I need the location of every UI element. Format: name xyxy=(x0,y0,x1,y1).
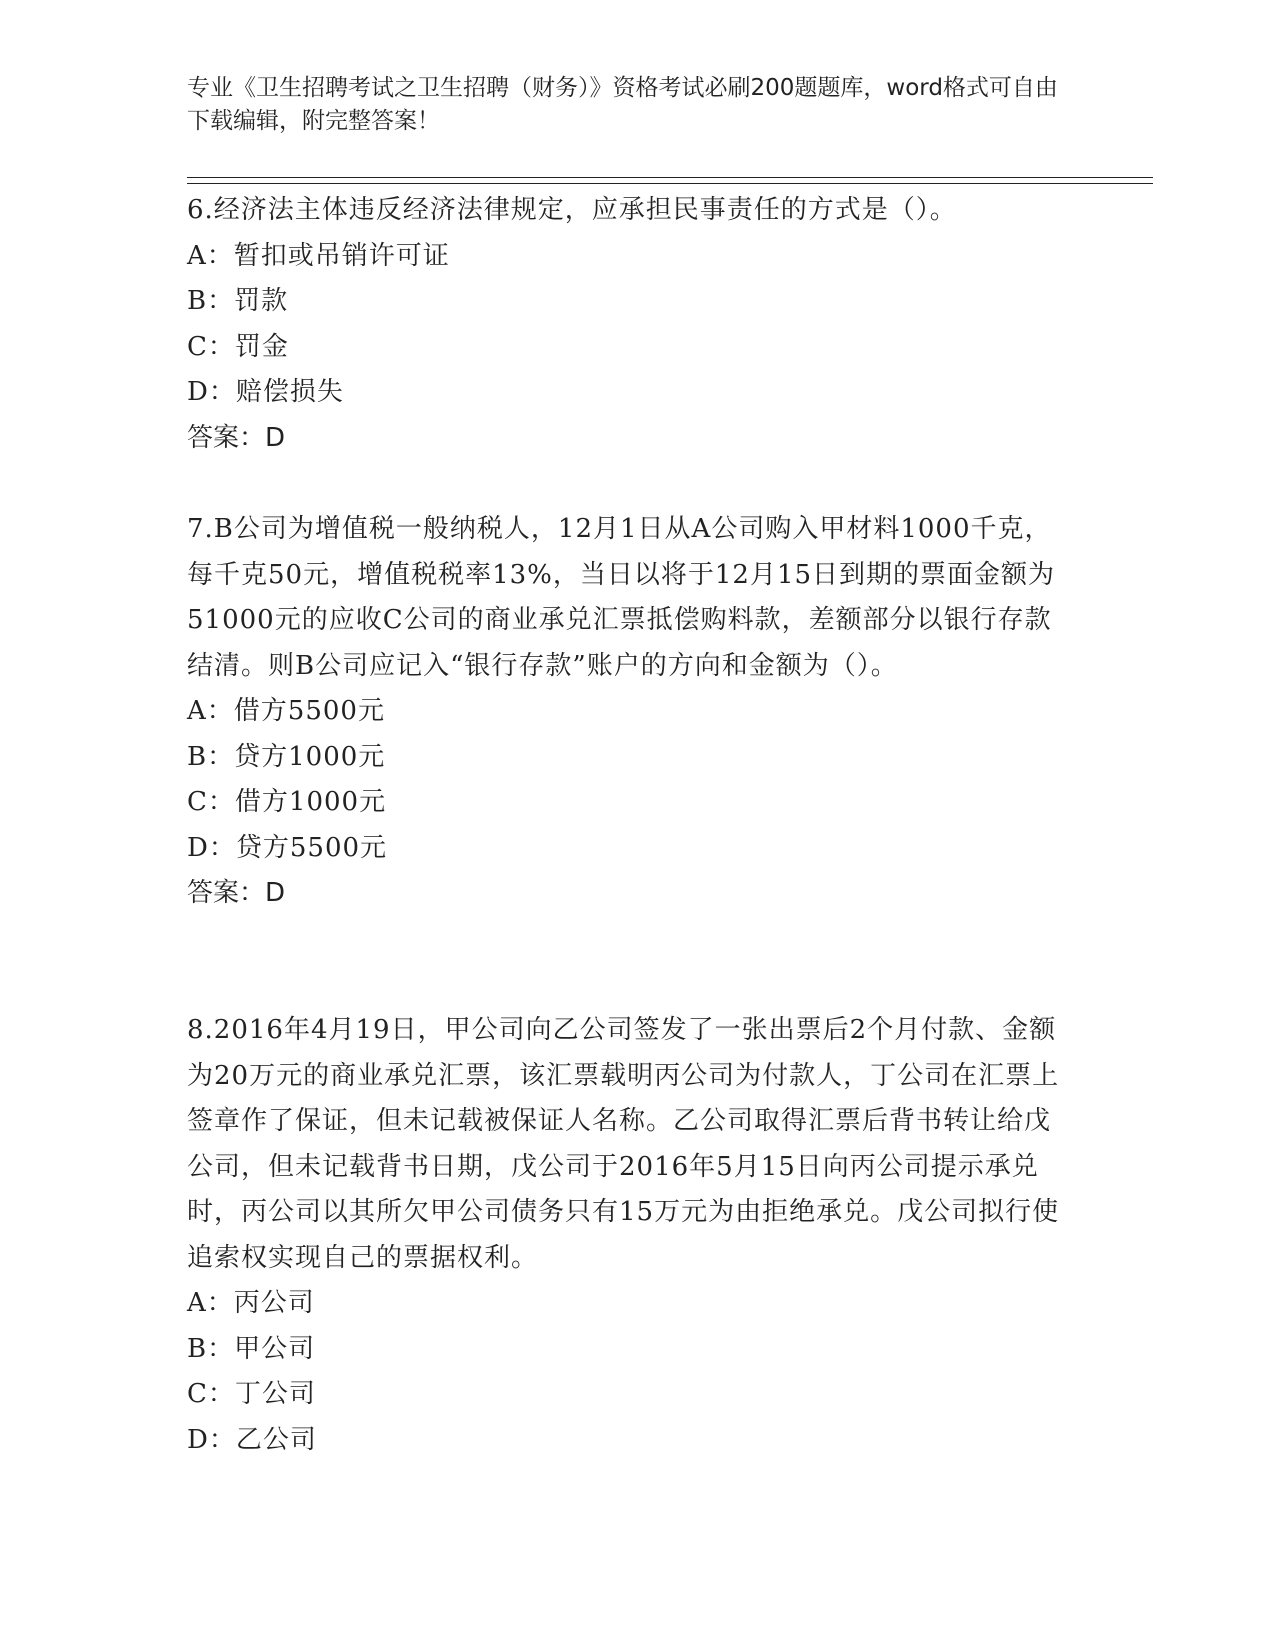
option-key: D： xyxy=(187,1424,236,1455)
question-text: 7.B公司为增值税一般纳税人，12月1日从A公司购入甲材料1000千克，每千克50元，增值税税率13%，当日以将于12月15日到期的票面金额为51000元的应收C公司的商业承兑汇票抵偿购料款，差额部分以银行存款结清。则B公司应记入“银行存款”账户的方向和金额为（）。 xyxy=(187,514,1056,681)
option-key: A： xyxy=(187,240,234,271)
option-text: 暂扣或吊销许可证 xyxy=(233,240,450,271)
option-key: B： xyxy=(187,741,235,772)
option-b xyxy=(187,279,1067,325)
option-text: 丁公司 xyxy=(234,1379,316,1409)
option-text: 贷方1000元 xyxy=(234,741,386,772)
option-d xyxy=(187,1418,1067,1464)
option-d xyxy=(187,370,1067,416)
option-text: 借方5500元 xyxy=(233,696,385,726)
option-c xyxy=(187,780,1067,826)
option-c xyxy=(187,325,1067,371)
answer-value: D xyxy=(265,878,286,908)
option-key: B： xyxy=(187,286,235,316)
option-text: 罚金 xyxy=(234,331,289,362)
option-text: 乙公司 xyxy=(235,1424,317,1455)
option-key: A： xyxy=(187,1288,234,1318)
question-text: 8.2016年4月19日，甲公司向乙公司签发了一张出票后2个月付款、金额为20万元的商业承兑汇票，该汇票载明丙公司为付款人，丁公司在汇票上签章作了保证，但未记载被保证人名称。乙公司取得汇票后背书转让给戊公司，但未记载背书日期，戊公司于2016年5月15日向丙公司提示承兑时，丙公司以其所欠甲公司债务只有15万元为由拒绝承兑。戊公司拟行使追索权实现自己的票据权利。 xyxy=(187,1015,1060,1273)
header-divider-top xyxy=(187,177,1153,178)
option-b xyxy=(187,1327,1067,1373)
option-key: C： xyxy=(187,787,235,817)
question-6 xyxy=(187,188,1067,461)
answer-value: D xyxy=(265,422,286,453)
header-divider-bottom xyxy=(187,183,1153,184)
option-a xyxy=(187,234,1067,280)
option-d xyxy=(187,826,1067,872)
option-key: C： xyxy=(187,1379,235,1409)
option-text: 甲公司 xyxy=(234,1333,316,1364)
option-b xyxy=(187,735,1067,781)
document-header: 专业《卫生招聘考试之卫生招聘（财务）》资格考试必刷200题题库，word格式可自由下载编辑，附完整答案！ xyxy=(187,75,1058,134)
question-7 xyxy=(187,507,1067,917)
option-text: 贷方5500元 xyxy=(235,832,388,863)
option-key: D： xyxy=(187,377,236,407)
option-key: A： xyxy=(187,696,234,726)
option-c xyxy=(187,1372,1067,1418)
option-key: C： xyxy=(187,331,235,362)
option-a xyxy=(187,1281,1067,1327)
answer-line xyxy=(187,871,1067,917)
question-text: 6.经济法主体违反经济法律规定，应承担民事责任的方式是（）。 xyxy=(187,195,957,225)
option-key: B： xyxy=(187,1333,235,1364)
question-8 xyxy=(187,1008,1067,1463)
answer-label: 答案： xyxy=(187,422,266,453)
answer-label: 答案： xyxy=(187,878,266,908)
option-text: 罚款 xyxy=(234,286,289,316)
answer-line xyxy=(187,416,1067,462)
option-text: 丙公司 xyxy=(233,1288,315,1318)
option-text: 借方1000元 xyxy=(234,787,387,817)
option-key: D： xyxy=(187,832,236,863)
option-text: 赔偿损失 xyxy=(235,377,344,407)
option-a xyxy=(187,689,1067,735)
